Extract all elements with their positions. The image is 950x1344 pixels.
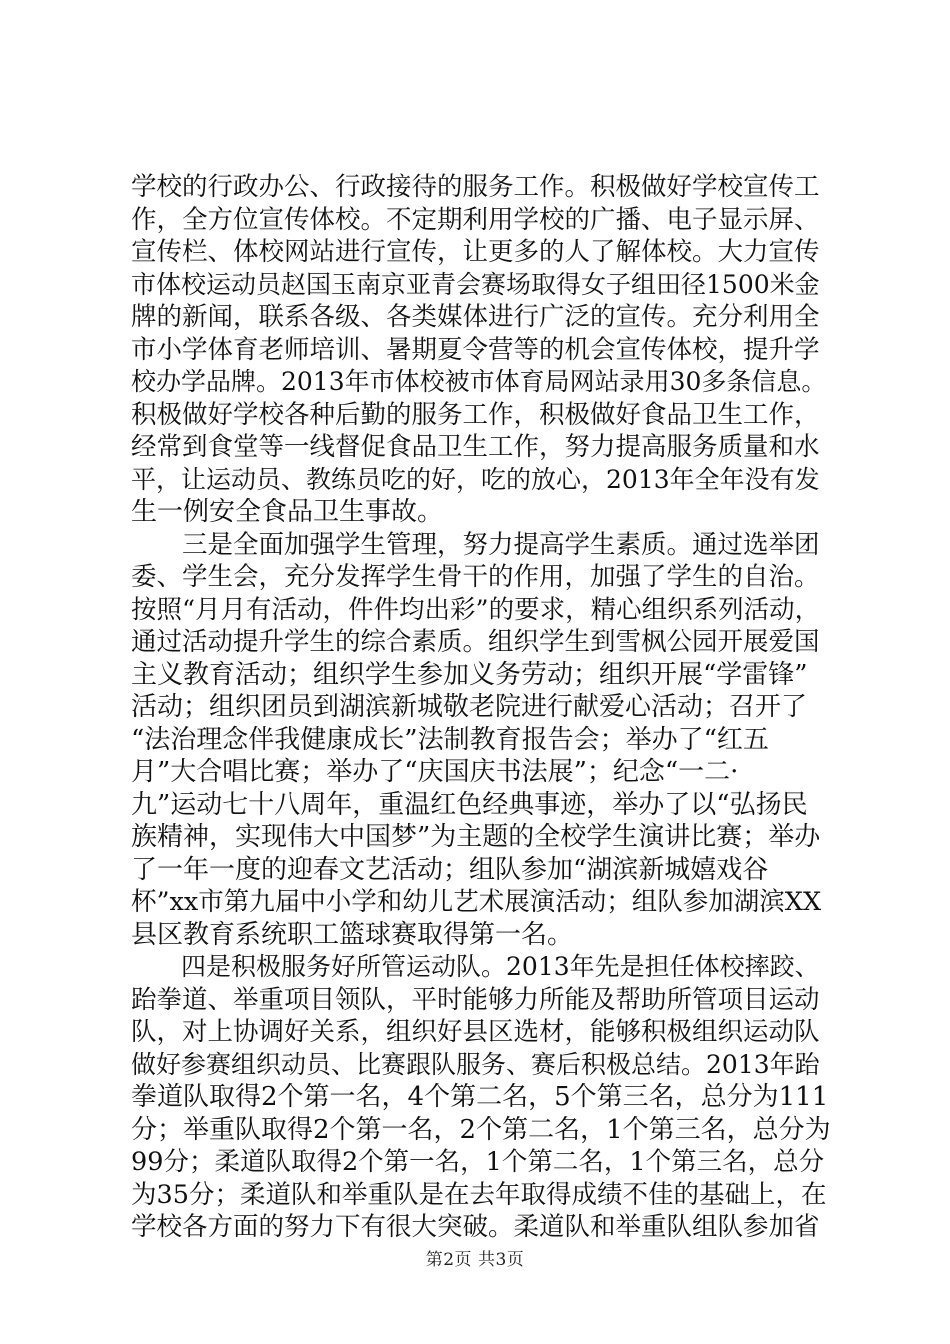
text-line: 委、学生会，充分发挥学生骨干的作用，加强了学生的自治。: [131, 562, 820, 592]
body-text: [131, 171, 831, 1244]
text-line: 为35分；柔道队和举重队是在去年取得成绩不佳的基础上，在: [131, 1179, 827, 1210]
text-line: 经常到食堂等一线督促食品卫生工作，努力提高服务质量和水: [131, 432, 820, 462]
text-line: 三是全面加强学生管理，努力提高学生素质。通过选举团: [131, 529, 820, 560]
text-line: 拳道队取得2个第一名，4个第二名，5个第三名，总分为111: [131, 1082, 829, 1112]
text-line: 做好参赛组织动员、比赛跟队服务、赛后积极总结。2013年跆: [131, 1049, 820, 1079]
text-line: 生一例安全食品卫生事故。: [131, 497, 444, 527]
text-line: 积极做好学校各种后勤的服务工作，积极做好食品卫生工作，: [131, 399, 820, 430]
text-line: 按照“月月有活动，件件均出彩”的要求，精心组织系列活动，: [131, 594, 821, 625]
text-line: 校办学品牌。2013年市体校被市体育局网站录用30多条信息。: [131, 367, 827, 396]
text-line: 跆拳道、举重项目领队，平时能够力所能及帮助所管项目运动: [131, 984, 820, 1015]
text-line: 九”运动七十八周年，重温红色经典事迹，举办了以“弘扬民: [131, 789, 808, 820]
text-line: 作，全方位宣传体校。不定期利用学校的广播、电子显示屏、: [131, 204, 820, 235]
text-line: 学校的行政办公、行政接待的服务工作。积极做好学校宣传工: [131, 172, 820, 202]
text-line: 通过活动提升学生的综合素质。组织学生到雪枫公园开展爱国: [131, 627, 820, 657]
text-line: 分；举重队取得2个第一名，2个第二名，1个第三名，总分为: [131, 1114, 831, 1145]
text-line: 了一年一度的迎春文艺活动；组队参加“湖滨新城嬉戏谷: [131, 854, 769, 885]
text-line: 队，对上协调好关系，组织好县区选材，能够积极组织运动队: [131, 1017, 820, 1047]
text-line: 杯”xx市第九届中小学和幼儿艺术展演活动；组队参加湖滨XX: [131, 887, 822, 917]
text-line: 主义教育活动；组织学生参加义务劳动；组织开展“学雷锋”: [131, 659, 808, 690]
page-footer: 第2页 共3页: [425, 1250, 525, 1270]
text-line: 活动；组织团员到湖滨新城敬老院进行献爱心活动；召开了: [131, 692, 808, 722]
text-line: 族精神，实现伟大中国梦”为主题的全校学生演讲比赛；举办: [131, 822, 821, 852]
text-line: 月”大合唱比赛；举办了“庆国庆书法展”；纪念“一二·: [131, 757, 739, 787]
text-line: “法治理念伴我健康成长”法制教育报告会；举办了“红五: [131, 724, 769, 755]
text-line: 市小学体育老师培训、暑期夏令营等的机会宣传体校，提升学: [131, 334, 820, 365]
text-line: 四是积极服务好所管运动队。2013年先是担任体校摔跤、: [131, 952, 820, 981]
text-line: 学校各方面的努力下有很大突破。柔道队和举重队组队参加省: [131, 1212, 820, 1242]
text-line: 99分；柔道队取得2个第一名，1个第二名，1个第三名，总分: [131, 1147, 825, 1177]
text-line: 牌的新闻，联系各级、各类媒体进行广泛的宣传。充分利用全: [131, 302, 820, 332]
text-line: 宣传栏、体校网站进行宣传，让更多的人了解体校。大力宣传: [131, 237, 820, 267]
text-line: 县区教育系统职工篮球赛取得第一名。: [131, 919, 574, 950]
text-line: 平，让运动员、教练员吃的好，吃的放心，2013年全年没有发: [131, 464, 820, 494]
text-line: 市体校运动员赵国玉南京亚青会赛场取得女子组田径1500米金: [131, 269, 820, 299]
